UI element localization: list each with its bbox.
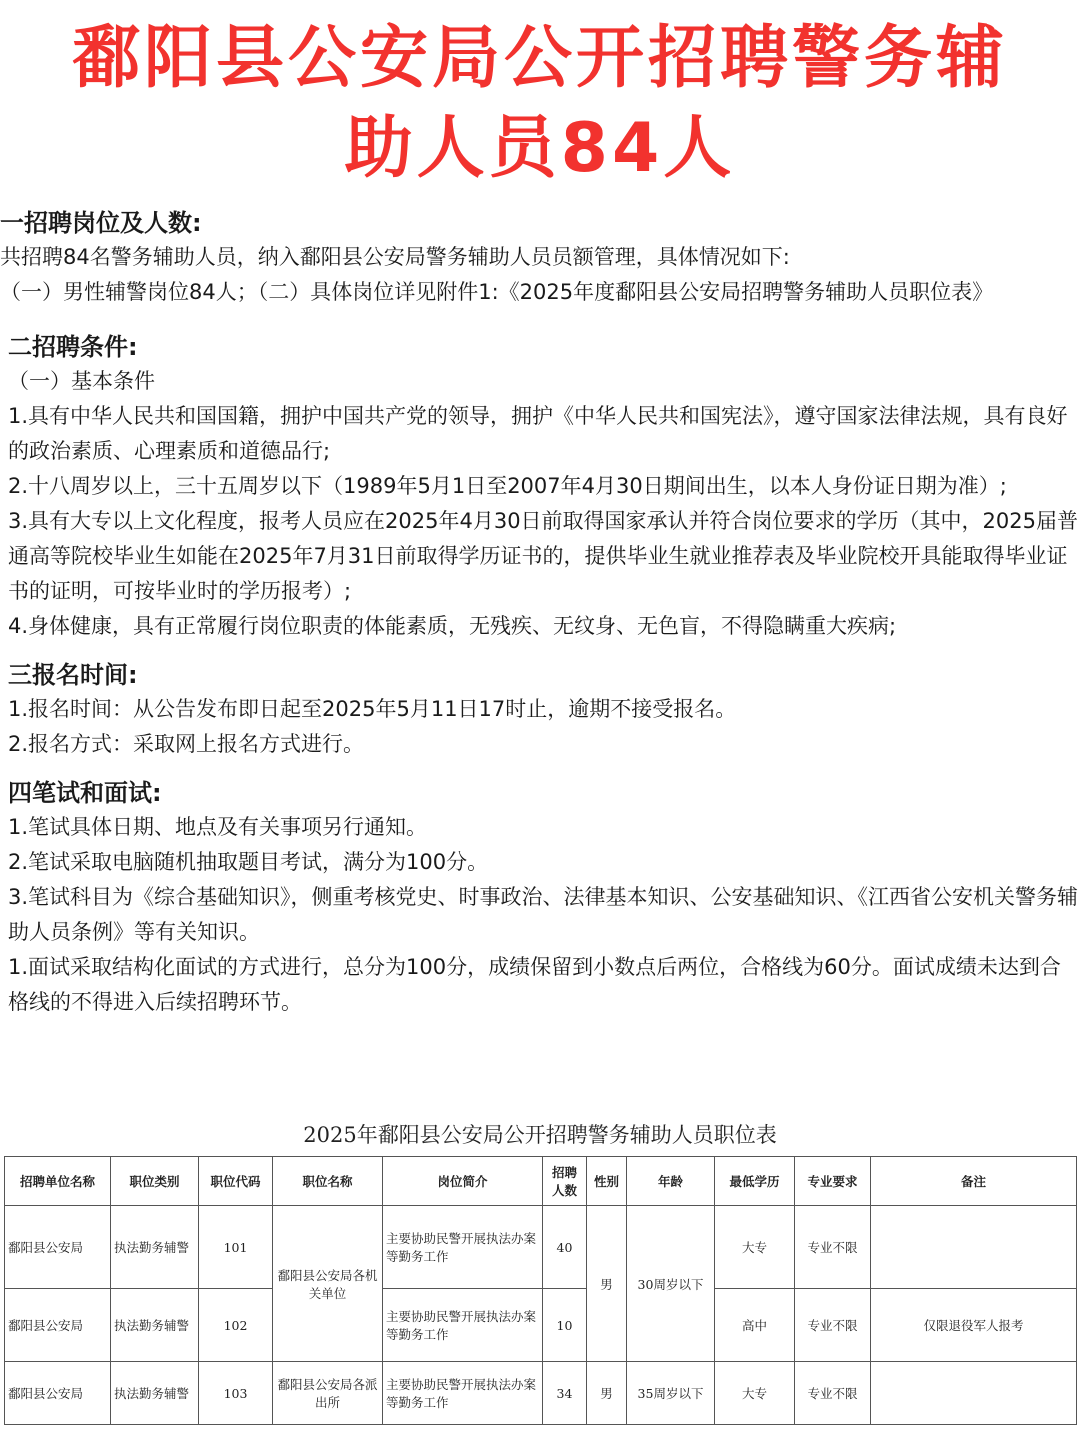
position-table-section (4, 1114, 1076, 1425)
cell-code: 101 (199, 1206, 273, 1289)
article-body (0, 206, 1080, 1020)
paragraph: 2.报名方式：采取网上报名方式进行。 (8, 732, 365, 756)
table-row (5, 1206, 1077, 1289)
section-title: 三报名时间: (8, 661, 138, 689)
position-table (4, 1156, 1077, 1425)
section-title: 二招聘条件: (8, 333, 138, 361)
cell-count: 40 (543, 1206, 587, 1289)
cell-unit: 鄱阳县公安局 (5, 1206, 111, 1289)
cell-major: 专业不限 (795, 1362, 871, 1425)
paragraph: 1.具有中华人民共和国国籍，拥护中国共产党的领导，拥护《中华人民共和国宪法》，遵守国家法律法规，具有良好的政治素质、心理素质和道德品行; (8, 404, 1068, 463)
cell-count: 10 (543, 1289, 587, 1362)
table-header-row (5, 1157, 1077, 1206)
cell-major: 专业不限 (795, 1289, 871, 1362)
column-header: 岗位简介 (383, 1157, 543, 1206)
column-header: 最低学历 (715, 1157, 795, 1206)
column-header: 职位名称 (273, 1157, 383, 1206)
table-row (5, 1289, 1077, 1362)
cell-education: 大专 (715, 1206, 795, 1289)
paragraph: 共招聘84名警务辅助人员，纳入鄱阳县公安局警务辅助人员员额管理，具体情况如下: (0, 245, 790, 269)
column-header: 性别 (587, 1157, 627, 1206)
column-header: 招聘单位名称 (5, 1157, 111, 1206)
cell-age: 35周岁以下 (627, 1362, 715, 1425)
column-header: 年龄 (627, 1157, 715, 1206)
cell-education: 高中 (715, 1289, 795, 1362)
cell-position-name: 鄱阳县公安局各机关单位 (273, 1206, 383, 1362)
cell-code: 102 (199, 1289, 273, 1362)
paragraph: 3.笔试科目为《综合基础知识》，侧重考核党史、时事政治、法律基本知识、公安基础知识、《江西省公安机关警务辅助人员条例》等有关知识。 (8, 885, 1079, 944)
cell-intro: 主要协助民警开展执法办案等勤务工作 (383, 1362, 543, 1425)
cell-note (871, 1206, 1077, 1289)
cell-category: 执法勤务辅警 (111, 1362, 199, 1425)
column-header: 招聘人数 (543, 1157, 587, 1206)
paragraph: 1.报名时间：从公告发布即日起至2025年5月11日17时止，逾期不接受报名。 (8, 697, 737, 721)
cell-category: 执法勤务辅警 (111, 1289, 199, 1362)
paragraph: （一）男性辅警岗位84人；（二）具体岗位详见附件1:《2025年度鄱阳县公安局招聘警务辅助人员职位表》 (0, 280, 994, 304)
cell-intro: 主要协助民警开展执法办案等勤务工作 (383, 1206, 543, 1289)
column-header: 职位代码 (199, 1157, 273, 1206)
headline (0, 0, 1080, 188)
cell-note (871, 1362, 1077, 1425)
cell-major: 专业不限 (795, 1206, 871, 1289)
column-header: 备注 (871, 1157, 1077, 1206)
section-title: 四笔试和面试: (8, 779, 162, 807)
cell-gender: 男 (587, 1206, 627, 1362)
paragraph: 1.笔试具体日期、地点及有关事项另行通知。 (8, 815, 428, 839)
paragraph: 3.具有大专以上文化程度，报考人员应在2025年4月30日前取得国家承认并符合岗位要求的学历（其中，2025届普通高等院校毕业生如能在2025年7月31日前取得学历证书的，提供毕业生就业推荐表及毕业院校开具能取得毕业证书的证明，可按毕业时的学历报考）; (8, 509, 1079, 603)
cell-code: 103 (199, 1362, 273, 1425)
table-row (5, 1362, 1077, 1425)
paragraph: 4.身体健康，具有正常履行岗位职责的体能素质，无残疾、无纹身、无色盲，不得隐瞒重大疾病; (8, 614, 897, 638)
cell-intro: 主要协助民警开展执法办案等勤务工作 (383, 1289, 543, 1362)
cell-age: 30周岁以下 (627, 1206, 715, 1362)
paragraph: 2.十八周岁以上，三十五周岁以下（1989年5月1日至2007年4月30日期间出生，以本人身份证日期为准）; (8, 474, 1007, 498)
headline-line-2: 助人员84人 (344, 109, 736, 188)
cell-unit: 鄱阳县公安局 (5, 1289, 111, 1362)
cell-education: 大专 (715, 1362, 795, 1425)
sub-heading: （一）基本条件 (8, 369, 155, 393)
cell-count: 34 (543, 1362, 587, 1425)
cell-gender: 男 (587, 1362, 627, 1425)
paragraph: 2.笔试采取电脑随机抽取题目考试，满分为100分。 (8, 850, 489, 874)
headline-line-1: 鄱阳县公安局公开招聘警务辅 (71, 19, 1008, 98)
paragraph: 1.面试采取结构化面试的方式进行，总分为100分，成绩保留到小数点后两位，合格线为60分。面试成绩未达到合格线的不得进入后续招聘环节。 (8, 955, 1061, 1014)
section-title: 一招聘岗位及人数: (0, 209, 202, 237)
column-header: 专业要求 (795, 1157, 871, 1206)
cell-position-name: 鄱阳县公安局各派出所 (273, 1362, 383, 1425)
cell-unit: 鄱阳县公安局 (5, 1362, 111, 1425)
column-header: 职位类别 (111, 1157, 199, 1206)
table-title: 2025年鄱阳县公安局公开招聘警务辅助人员职位表 (303, 1123, 777, 1147)
cell-category: 执法勤务辅警 (111, 1206, 199, 1289)
cell-note: 仅限退役军人报考 (871, 1289, 1077, 1362)
